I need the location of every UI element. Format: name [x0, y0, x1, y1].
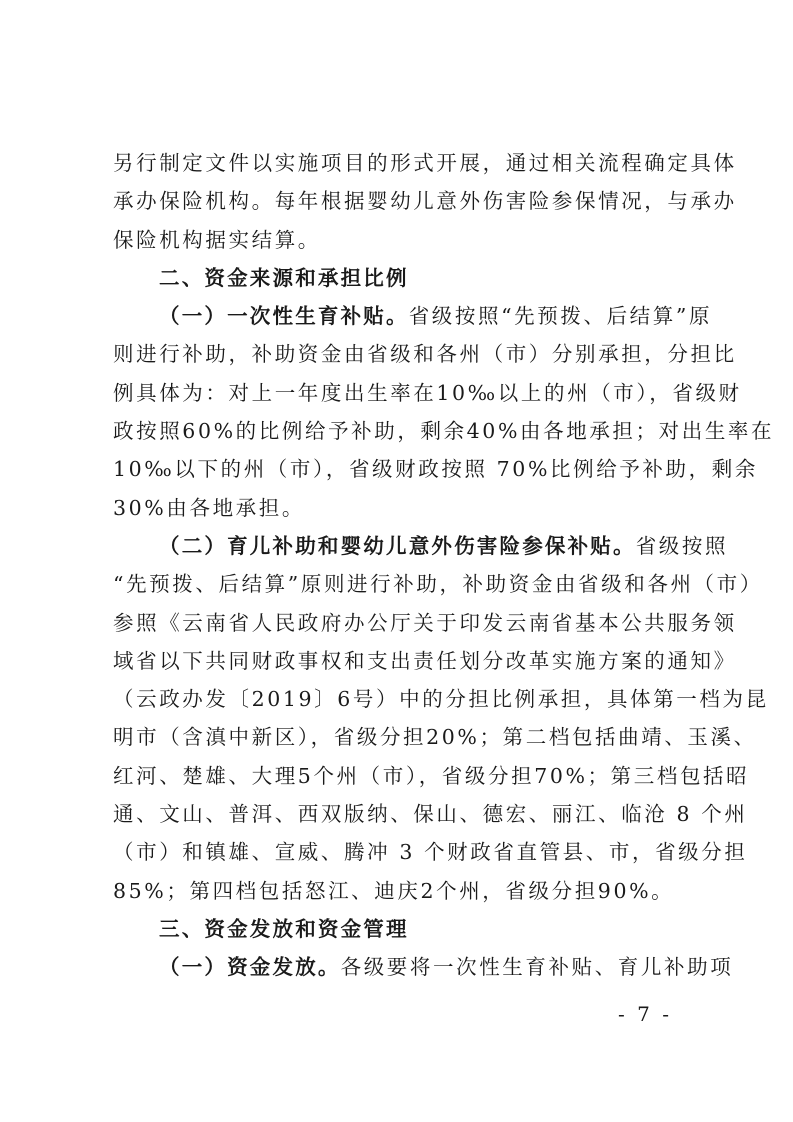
section-heading-funding-source: 二、资金来源和承担比例: [159, 265, 409, 290]
paragraph-text: 省级按照: [635, 533, 729, 558]
paragraph-first-line: [113, 297, 713, 335]
text-line: 通、文山、普洱、西双版纳、保山、德宏、丽江、临沧 8 个州: [113, 802, 748, 827]
text-line: “先预拨、后结算”原则进行补助，补助资金由省级和各州（市）: [113, 572, 763, 597]
text-line: 则进行补助，补助资金由省级和各州（市）分别承担，分担比: [113, 342, 737, 367]
paragraph-lead-fund-disbursement: （一）资金发放。: [159, 955, 341, 980]
text-line: 参照《云南省人民政府办公厅关于印发云南省基本公共服务领: [113, 610, 737, 635]
page-number: - 7 -: [618, 1002, 672, 1026]
text-line: 例具体为：对上一年度出生率在10‰以上的州（市），省级财: [113, 380, 742, 405]
paragraph-first-line: [113, 527, 729, 565]
text-line: 30%由各地承担。: [113, 495, 305, 520]
text-line: 域省以下共同财政事权和支出责任划分改革实施方案的通知》: [113, 648, 737, 673]
paragraph-first-line: [113, 948, 734, 986]
text-line: 10‰以下的州（市），省级财政按照 70%比例给予补助，剩余: [113, 457, 758, 482]
text-line: 红河、楚雄、大理5个州（市），省级分担70%；第三档包括昭: [113, 763, 750, 788]
paragraph-lead-childcare-subsidy: （二）育儿补助和婴幼儿意外伤害险参保补贴。: [159, 533, 636, 558]
text-line: （云政办发〔2019〕6号）中的分担比例承担，具体第一档为昆: [113, 687, 769, 712]
section-heading-fund-management: 三、资金发放和资金管理: [159, 916, 409, 941]
body-text: [113, 144, 775, 987]
paragraph-text: 各级要将一次性生育补贴、育儿补助项: [340, 955, 734, 980]
paragraph-lead-one-time-birth-subsidy: （一）一次性生育补贴。: [159, 304, 409, 329]
paragraph-text: 省级按照“先预拨、后结算”原: [408, 304, 713, 329]
text-line: 85%；第四档包括怒江、迪庆2个州，省级分担90%。: [113, 878, 675, 903]
text-line: 政按照60%的比例给予补助，剩余40%由各地承担；对出生率在: [113, 419, 775, 444]
text-line: 保险机构据实结算。: [113, 227, 321, 252]
text-line: （市）和镇雄、宣威、腾冲 3 个财政省直管县、市，省级分担: [113, 840, 748, 865]
text-line: 另行制定文件以实施项目的形式开展，通过相关流程确定具体: [113, 151, 737, 175]
text-line: 承办保险机构。每年根据婴幼儿意外伤害险参保情况，与承办: [113, 189, 737, 214]
text-line: 明市（含滇中新区），省级分担20%；第二档包括曲靖、玉溪、: [113, 725, 757, 750]
